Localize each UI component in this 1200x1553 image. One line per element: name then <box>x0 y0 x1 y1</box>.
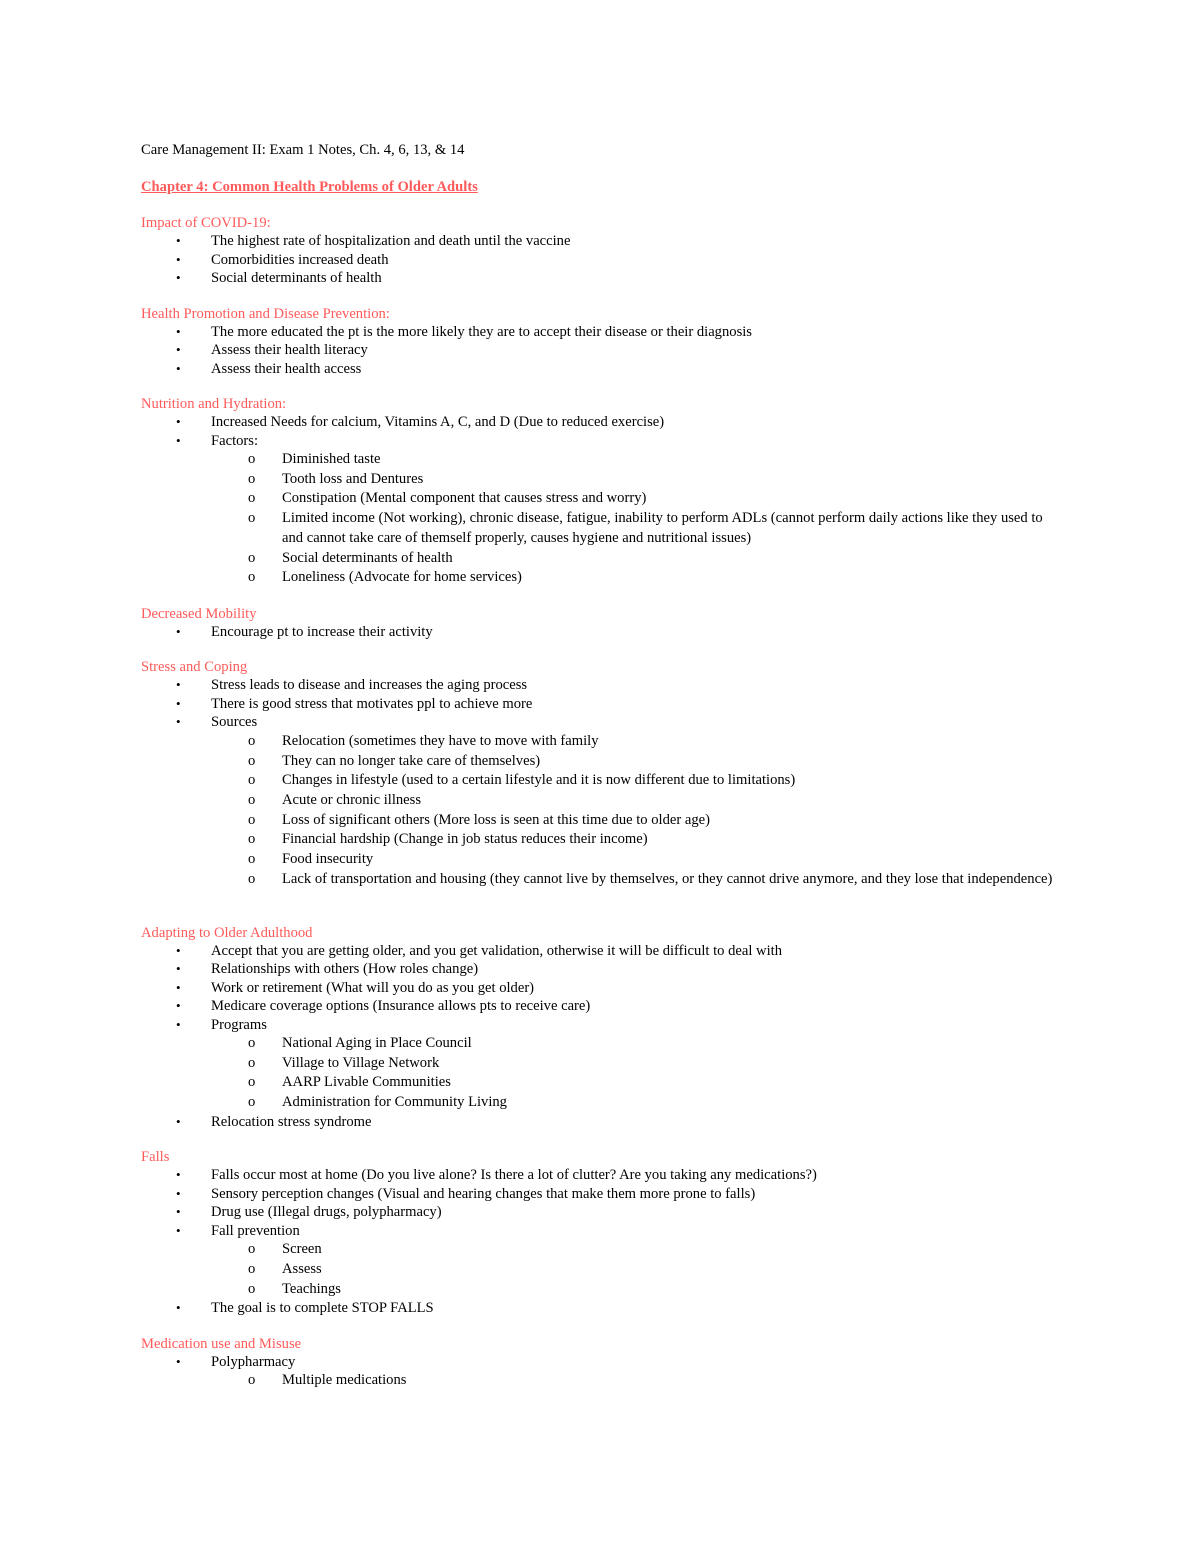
spacer <box>141 890 1061 907</box>
list-item <box>141 979 1061 998</box>
list-item <box>141 1016 1061 1035</box>
sub-list-item-text: National Aging in Place Council <box>282 1035 472 1052</box>
sub-bullet-icon: o <box>248 1372 256 1389</box>
bullet-icon: • <box>176 1353 181 1369</box>
list-item-text: Medicare coverage options (Insurance allows pts to receive care) <box>211 998 591 1015</box>
document-title: Care Management II: Exam 1 Notes, Ch. 4, 6, 13, & 14 <box>141 142 465 158</box>
sub-list-item-text: Changes in lifestyle (used to a certain lifestyle and it is now different due to limitations) <box>282 772 796 789</box>
list-item <box>141 360 1061 379</box>
sub-bullet-icon: o <box>248 1074 256 1091</box>
section-heading: Health Promotion and Disease Prevention: <box>141 305 390 322</box>
bullet-icon: • <box>176 323 181 339</box>
bullet-icon: • <box>176 714 181 730</box>
list-item-text: Assess their health access <box>211 360 362 377</box>
list-item-text: Assess their health literacy <box>211 342 368 358</box>
sub-bullet-icon: o <box>248 1054 256 1071</box>
bullet-icon: • <box>176 695 181 711</box>
list-item-text: Polypharmacy <box>211 1353 296 1370</box>
sub-list-item-text: They can no longer take care of themselves) <box>282 752 541 769</box>
section-heading: Impact of COVID-19: <box>141 215 271 231</box>
list-item-text: There is good stress that motivates ppl to achieve more <box>211 695 533 712</box>
sub-list-item <box>141 771 1061 791</box>
list-item <box>141 1222 1061 1241</box>
bullet-icon: • <box>176 1300 181 1316</box>
sub-list-item-text: Loneliness (Advocate for home services) <box>282 569 522 586</box>
bullet-icon: • <box>176 979 181 995</box>
sub-bullet-icon: o <box>248 811 256 828</box>
section <box>141 395 1061 588</box>
sub-list-item <box>141 509 1061 548</box>
list-item <box>141 960 1061 979</box>
section-heading: Falls <box>141 1149 170 1166</box>
sub-list-item-text: Tooth loss and Dentures <box>282 470 424 487</box>
sub-list-item <box>141 568 1061 588</box>
list-item-text: Encourage pt to increase their activity <box>211 623 433 640</box>
sub-bullet-icon: o <box>248 1280 256 1297</box>
sub-bullet-icon: o <box>248 1261 256 1278</box>
section <box>141 924 1061 1132</box>
list-item-text: Falls occur most at home (Do you live alone? Is there a lot of clutter? Are you taking any medications?) <box>211 1167 817 1184</box>
bullet-icon: • <box>176 251 181 267</box>
section <box>141 214 1061 288</box>
list-item-text: Programs <box>211 1016 267 1033</box>
sub-list-item <box>141 549 1061 569</box>
bullet-icon: • <box>176 342 181 357</box>
list-item <box>141 713 1061 732</box>
list-item <box>141 1166 1061 1185</box>
section-heading: Decreased Mobility <box>141 605 257 622</box>
sub-bullet-icon: o <box>248 470 256 487</box>
bullet-icon: • <box>176 1222 181 1238</box>
bullet-icon: • <box>176 270 181 285</box>
sub-bullet-icon: o <box>248 1094 256 1111</box>
list-item-text: Social determinants of health <box>211 270 382 286</box>
sub-list-item-text: Village to Village Network <box>282 1054 440 1071</box>
list-item <box>141 1203 1061 1222</box>
sub-list-item <box>141 470 1061 490</box>
sub-bullet-icon: o <box>248 772 256 789</box>
sub-list-item <box>141 1073 1061 1093</box>
sub-bullet-icon: o <box>248 851 256 868</box>
list-item <box>141 942 1061 961</box>
sub-list-item-text: Teachings <box>282 1280 341 1297</box>
bullet-icon: • <box>176 233 181 248</box>
list-item <box>141 432 1061 451</box>
list-item <box>141 341 1061 360</box>
list-item-text: Sources <box>211 714 258 731</box>
sub-bullet-icon: o <box>248 569 256 586</box>
section <box>141 1148 1061 1318</box>
list-item <box>141 1353 1061 1372</box>
sub-list-item-text: Acute or chronic illness <box>282 792 422 809</box>
list-item <box>141 269 1061 288</box>
sub-bullet-icon: o <box>248 1035 256 1052</box>
bullet-icon: • <box>176 1016 181 1032</box>
list-item <box>141 1299 1061 1318</box>
sub-list-item-text: Screen <box>282 1241 322 1258</box>
list-item-text: Factors: <box>211 432 259 449</box>
bullet-icon: • <box>176 360 181 376</box>
list-item-text: Fall prevention <box>211 1222 300 1239</box>
bullet-icon: • <box>176 1185 181 1201</box>
sub-list-item <box>141 1093 1061 1113</box>
sub-list-item <box>141 1260 1061 1280</box>
list-item-text: The highest rate of hospitalization and death until the vaccine <box>211 233 571 249</box>
sub-list-item <box>141 791 1061 811</box>
list-item <box>141 323 1061 342</box>
sub-bullet-icon: o <box>248 549 256 566</box>
bullet-icon: • <box>176 1167 181 1183</box>
list-item-text: Stress leads to disease and increases the aging process <box>211 677 528 694</box>
sub-list-item <box>141 850 1061 870</box>
section <box>141 658 1061 889</box>
sub-bullet-icon: o <box>248 870 256 887</box>
list-item-text: Relationships with others (How roles change) <box>211 961 479 978</box>
sub-bullet-icon: o <box>248 732 256 749</box>
sub-list-item <box>141 870 1061 890</box>
sub-bullet-icon: o <box>248 510 256 527</box>
bullet-icon: • <box>176 414 181 429</box>
sub-bullet-icon: o <box>248 752 256 769</box>
list-item-text: Increased Needs for calcium, Vitamins A, C, and D (Due to reduced exercise) <box>211 414 665 430</box>
list-item <box>141 251 1061 270</box>
sub-bullet-icon: o <box>248 831 256 848</box>
list-item-text: Comorbidities increased death <box>211 251 389 268</box>
sub-list-item-text: Social determinants of health <box>282 549 453 566</box>
sub-list-item-text: Financial hardship (Change in job status reduces their income) <box>282 831 648 848</box>
sub-bullet-icon: o <box>248 792 256 809</box>
sub-list-item-text: Lack of transportation and housing (they cannot live by themselves, or they cannot drive anymore, and they lose that independence) <box>282 870 1053 887</box>
list-item <box>141 997 1061 1016</box>
sub-list-item-text: Diminished taste <box>282 451 381 467</box>
bullet-icon: • <box>176 1113 181 1129</box>
chapter-title: Chapter 4: Common Health Problems of Older Adults <box>141 179 478 195</box>
sub-list-item <box>141 1034 1061 1054</box>
bullet-icon: • <box>176 623 181 639</box>
list-item-text: The more educated the pt is the more likely they are to accept their disease or their diagnosis <box>211 323 752 340</box>
list-item <box>141 1113 1061 1132</box>
sub-list-item-text: AARP Livable Communities <box>282 1074 451 1091</box>
list-item <box>141 1185 1061 1204</box>
document-body <box>141 141 1061 1391</box>
sub-list-item <box>141 1371 1061 1391</box>
list-item-text: Accept that you are getting older, and you get validation, otherwise it will be difficult to deal with <box>211 942 782 959</box>
list-item <box>141 695 1061 714</box>
sub-list-item-text: Administration for Community Living <box>282 1094 507 1111</box>
list-item <box>141 413 1061 432</box>
bullet-icon: • <box>176 998 181 1014</box>
section-heading: Stress and Coping <box>141 659 248 676</box>
list-item-text: Sensory perception changes (Visual and hearing changes that make them more prone to falls) <box>211 1185 756 1202</box>
sub-bullet-icon: o <box>248 490 256 507</box>
sub-list-item <box>141 830 1061 850</box>
bullet-icon: • <box>176 677 181 693</box>
sub-list-item <box>141 489 1061 509</box>
sub-list-item <box>141 450 1061 470</box>
sub-list-item-text: Multiple medications <box>282 1372 407 1389</box>
list-item <box>141 676 1061 695</box>
sub-list-item-text: Limited income (Not working), chronic disease, fatigue, inability to perform ADLs (cannot perform daily actions like they used to and cannot take care of themself properly, causes hygiene and nutritional issues) <box>282 510 1043 546</box>
sub-list-item-text: Food insecurity <box>282 851 374 868</box>
section-heading: Nutrition and Hydration: <box>141 396 287 412</box>
sub-list-item <box>141 811 1061 831</box>
sub-bullet-icon: o <box>248 1241 256 1258</box>
sub-list-item-text: Assess <box>282 1261 322 1278</box>
list-item-text: Work or retirement (What will you do as you get older) <box>211 979 535 996</box>
section <box>141 305 1061 379</box>
sub-list-item-text: Constipation (Mental component that causes stress and worry) <box>282 490 647 507</box>
sub-list-item <box>141 732 1061 752</box>
list-item <box>141 623 1061 642</box>
section <box>141 605 1061 642</box>
sub-list-item <box>141 1054 1061 1074</box>
section-heading: Medication use and Misuse <box>141 1335 302 1352</box>
bullet-icon: • <box>176 942 181 958</box>
list-item-text: The goal is to complete STOP FALLS <box>211 1300 434 1317</box>
sub-list-item <box>141 752 1061 772</box>
sub-list-item <box>141 1240 1061 1260</box>
sub-list-item <box>141 1280 1061 1300</box>
section <box>141 1335 1061 1391</box>
sub-list-item-text: Relocation (sometimes they have to move with family <box>282 732 599 749</box>
list-item-text: Relocation stress syndrome <box>211 1113 372 1130</box>
sub-list-item-text: Loss of significant others (More loss is seen at this time due to older age) <box>282 811 710 828</box>
sub-bullet-icon: o <box>248 451 256 467</box>
bullet-icon: • <box>176 1204 181 1220</box>
list-item <box>141 232 1061 251</box>
list-item-text: Drug use (Illegal drugs, polypharmacy) <box>211 1204 442 1221</box>
section-heading: Adapting to Older Adulthood <box>141 924 313 941</box>
bullet-icon: • <box>176 432 181 448</box>
bullet-icon: • <box>176 961 181 977</box>
